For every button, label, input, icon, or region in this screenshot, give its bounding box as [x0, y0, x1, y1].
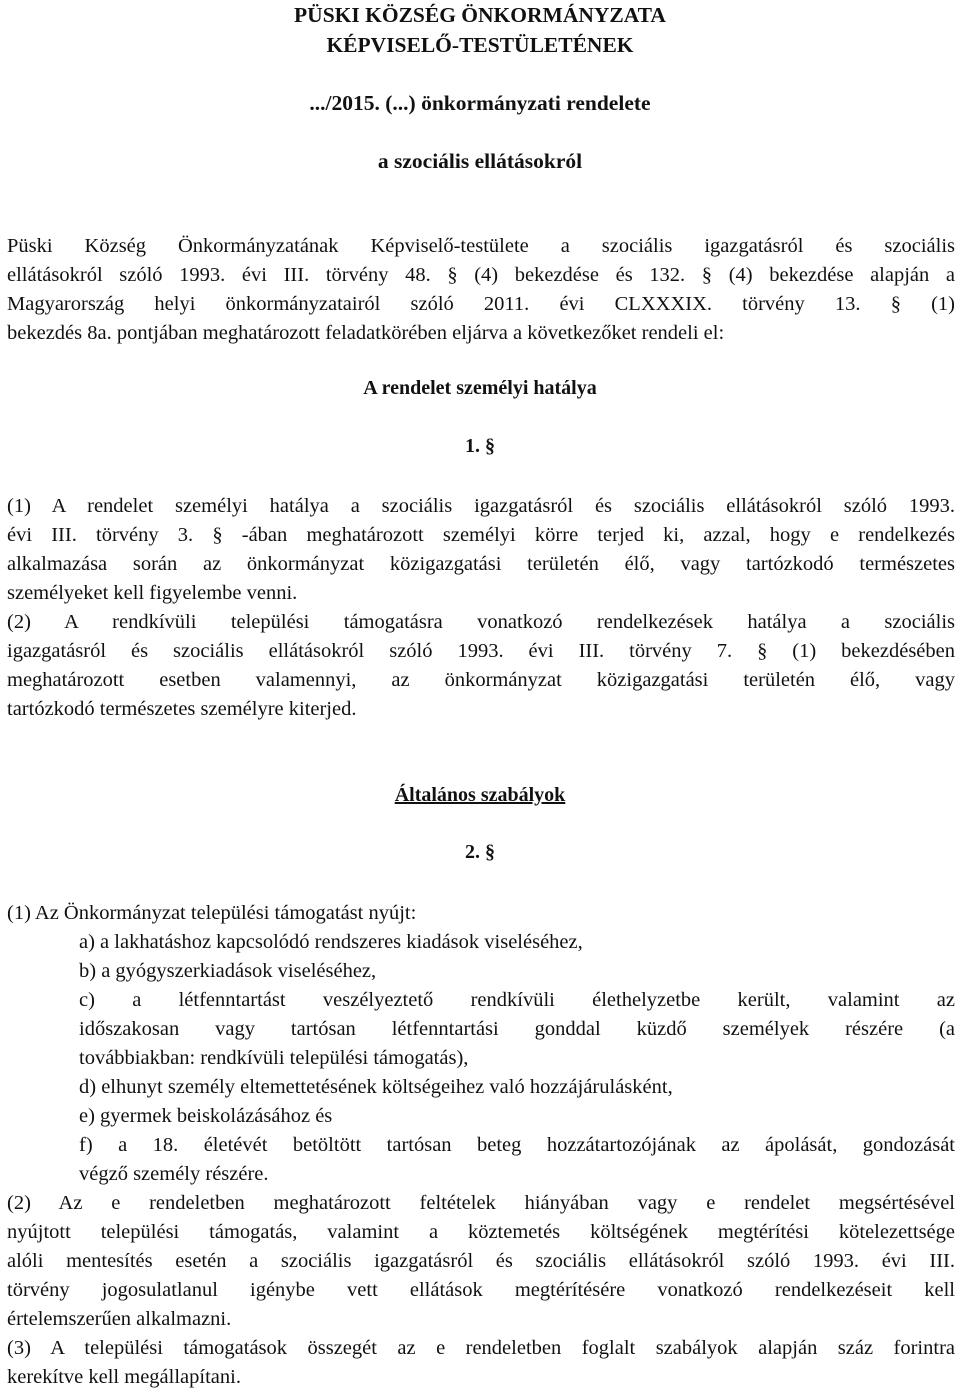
preamble — [7, 232, 955, 348]
list-item-b: b) a gyógyszerkiadások viseléséhez, — [79, 960, 377, 982]
preamble-line: Magyarország helyi önkormányzatairól szóló 2011. évi CLXXXIX. törvény 13. § (1) — [7, 293, 955, 315]
paragraph-line: igazgatásról és szociális ellátásokról szóló 1993. évi III. törvény 7. § (1) bekezdésében — [7, 640, 955, 662]
paragraph-line: (2) Az e rendeletben meghatározott feltételek hiányában vagy e rendelet megsértésével — [7, 1192, 955, 1214]
paragraph-line: alkalmazása során az önkormányzat közigazgatási területén élő, vagy tartózkodó természetes — [7, 553, 955, 575]
paragraph-line: kerekítve kell megállapítani. — [7, 1366, 241, 1388]
paragraph-line: törvény jogosulatlanul igénybe vett ellátások megtérítésére vonatkozó rendelkezéseit kell — [7, 1279, 955, 1301]
section1-heading: A rendelet személyi hatálya — [363, 377, 597, 399]
preamble-line: bekezdés 8a. pontjában meghatározott feladatkörében eljárva a következőket rendeli el: — [7, 322, 725, 344]
section1-number: 1. § — [465, 435, 495, 457]
section2-paragraph3 — [7, 1334, 955, 1392]
paragraph-line: tartózkodó természetes személyre kiterjed. — [7, 698, 357, 720]
list-item-d: d) elhunyt személy eltemettetésének költségeihez való hozzájárulásként, — [79, 1076, 673, 1098]
paragraph-line: (3) A települési támogatások összegét az e rendeletben foglalt szabályok alapján száz forintra — [7, 1337, 955, 1359]
section1-paragraph2 — [7, 608, 955, 724]
preamble-line: Püski Község Önkormányzatának Képviselő-testülete a szociális igazgatásról és szociális — [7, 235, 955, 257]
decree-subject: a szociális ellátásokról — [377, 149, 583, 173]
paragraph-line: alóli mentesítés esetén a szociális igazgatásról és szociális ellátásokról szóló 1993. évi III. — [7, 1250, 955, 1272]
section2-paragraph2 — [7, 1189, 955, 1334]
section2-intro: (1) Az Önkormányzat települési támogatást nyújt: — [7, 902, 417, 924]
paragraph-line: nyújtott települési támogatás, valamint a köztemetés költségének megtérítési kötelezettsége — [7, 1221, 955, 1243]
section2-heading: Általános szabályok — [394, 784, 566, 806]
list-item-line: időszakosan vagy tartósan létfenntartási gonddal küzdő személyek részére (a — [79, 1018, 955, 1040]
paragraph-line: (2) A rendkívüli települési támogatásra vonatkozó rendelkezések hatálya a szociális — [7, 611, 955, 633]
section2-number: 2. § — [465, 841, 495, 863]
paragraph-line: (1) A rendelet személyi hatálya a szociális igazgatásról és szociális ellátásokról szóló 1993. — [7, 495, 955, 517]
section1-paragraph1 — [7, 492, 955, 608]
list-item-line: c) a létfenntartást veszélyeztető rendkívüli élethelyzetbe került, valamint az — [79, 989, 955, 1011]
council-subtitle: KÉPVISELŐ-TESTÜLETÉNEK — [326, 33, 634, 57]
paragraph-line: értelemszerűen alkalmazni. — [7, 1308, 232, 1330]
paragraph-line: évi III. törvény 3. § -ában meghatározott személyi körre terjed ki, azzal, hogy e rendelkezés — [7, 524, 955, 546]
list-item-c — [79, 986, 955, 1073]
paragraph-line: meghatározott esetben valamennyi, az önkormányzat közigazgatási területén élő, vagy — [7, 669, 955, 691]
preamble-line: ellátásokról szóló 1993. évi III. törvény 48. § (4) bekezdése és 132. § (4) bekezdése alapján a — [7, 264, 955, 286]
council-title: PÜSKI KÖZSÉG ÖNKORMÁNYZATA — [294, 3, 666, 27]
list-item-a: a) a lakhatáshoz kapcsolódó rendszeres kiadások viseléséhez, — [79, 931, 583, 953]
section2-heading-wrap — [0, 784, 960, 807]
list-item-f — [79, 1131, 955, 1189]
list-item-e: e) gyermek beiskolázásához és — [79, 1105, 333, 1127]
decree-number: .../2015. (...) önkormányzati rendelete — [309, 91, 651, 115]
paragraph-line: személyeket kell figyelembe venni. — [7, 582, 298, 604]
list-item-line: f) a 18. életévét betöltött tartósan beteg hozzátartozójának az ápolását, gondozását — [79, 1134, 955, 1156]
list-item-line: végző személy részére. — [79, 1163, 269, 1185]
list-item-line: továbbiakban: rendkívüli települési támogatás), — [79, 1047, 469, 1069]
